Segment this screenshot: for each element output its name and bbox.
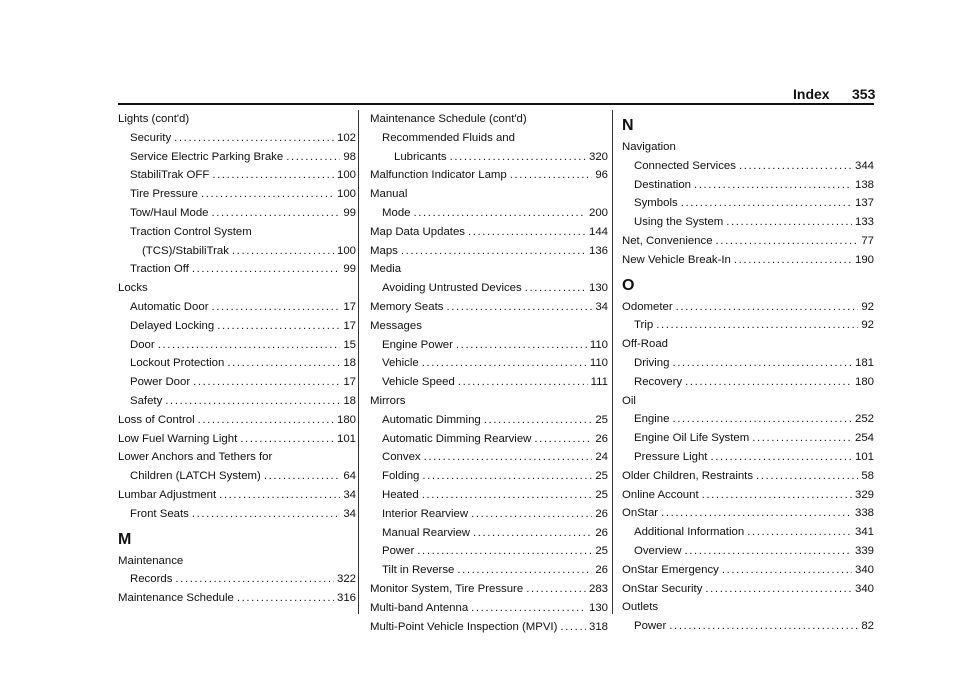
index-entry <box>118 486 356 505</box>
index-subentry <box>370 448 608 467</box>
dot-leader <box>446 298 592 317</box>
dot-leader <box>468 223 586 242</box>
entry-page-number: 318 <box>588 620 608 633</box>
index-subentry <box>118 505 356 524</box>
index-subentry <box>118 223 356 242</box>
dot-leader <box>747 523 852 542</box>
entry-text: Vehicle Speed <box>382 376 455 389</box>
entry-text: Connected Services <box>634 159 736 172</box>
entry-text: OnStar Emergency <box>622 563 719 576</box>
index-subentry <box>622 373 874 392</box>
index-entry <box>370 392 608 411</box>
entry-page-number: 92 <box>861 319 874 332</box>
index-subentry <box>622 617 874 636</box>
entry-page-number: 15 <box>343 338 356 351</box>
entry-page-number: 100 <box>336 188 356 201</box>
index-title: Index <box>793 86 830 102</box>
dot-leader <box>694 176 852 195</box>
entry-text: (TCS)/StabiliTrak <box>142 244 229 257</box>
entry-text: Mirrors <box>370 394 406 407</box>
entry-page-number: 34 <box>595 300 608 313</box>
index-subentry <box>118 185 356 204</box>
dot-leader <box>237 589 334 608</box>
dot-leader <box>471 505 592 524</box>
index-entry <box>622 598 874 617</box>
dot-leader <box>672 410 852 429</box>
index-subentry <box>622 354 874 373</box>
entry-page-number: 101 <box>336 432 356 445</box>
entry-text: Odometer <box>622 300 673 313</box>
dot-leader <box>422 486 593 505</box>
entry-text: Power <box>382 545 415 558</box>
entry-text: OnStar Security <box>622 582 703 595</box>
entry-page-number: 99 <box>343 263 356 276</box>
index-subentry <box>118 336 356 355</box>
entry-page-number: 110 <box>589 357 608 370</box>
entry-page-number: 26 <box>595 507 608 520</box>
index-subentry <box>370 430 608 449</box>
entry-text: Tilt in Reverse <box>382 564 455 577</box>
dot-leader <box>672 354 852 373</box>
entry-text: Traction Control System <box>130 225 252 238</box>
index-subentry <box>370 354 608 373</box>
index-subentry <box>370 486 608 505</box>
entry-text: Heated <box>382 488 419 501</box>
entry-text: Driving <box>634 356 670 369</box>
entry-text: Engine Power <box>382 338 453 351</box>
index-subentry <box>118 166 356 185</box>
entry-text: Memory Seats <box>370 300 444 313</box>
entry-text: Manual <box>370 188 408 201</box>
entry-text: Additional Information <box>634 526 745 539</box>
index-subentry <box>118 204 356 223</box>
entry-page-number: 77 <box>861 234 874 247</box>
entry-text: Navigation <box>622 141 676 153</box>
dot-leader <box>457 561 592 580</box>
entry-text: Malfunction Indicator Lamp <box>370 169 507 182</box>
entry-text: Door <box>130 338 155 351</box>
entry-page-number: 26 <box>595 564 608 577</box>
index-column-3 <box>622 110 874 636</box>
entry-text: Symbols <box>634 197 678 210</box>
index-entry <box>622 232 874 251</box>
dot-leader <box>739 157 852 176</box>
entry-text: Loss of Control <box>118 413 195 426</box>
entry-page-number: 316 <box>336 592 356 605</box>
entry-text: Engine Oil Life System <box>634 432 750 445</box>
index-subentry <box>622 157 874 176</box>
dot-leader <box>422 467 592 486</box>
index-subentry <box>118 317 356 336</box>
entry-text: Messages <box>370 319 422 332</box>
index-entry <box>118 110 356 129</box>
entry-text: Maintenance Schedule <box>118 592 234 605</box>
dot-leader <box>424 448 593 467</box>
index-subentry <box>118 354 356 373</box>
dot-leader <box>232 242 334 261</box>
entry-page-number: 322 <box>336 573 356 586</box>
index-entry <box>370 317 608 336</box>
entry-page-number: 58 <box>861 469 874 482</box>
dot-leader <box>175 570 334 589</box>
entry-page-number: 339 <box>854 544 874 557</box>
entry-text: Low Fuel Warning Light <box>118 432 238 445</box>
entry-page-number: 144 <box>588 225 608 238</box>
entry-text: Vehicle <box>382 357 419 370</box>
column-divider-1 <box>358 110 359 614</box>
entry-text: Automatic Door <box>130 300 209 313</box>
index-subentry <box>622 410 874 429</box>
index-entry <box>370 599 608 618</box>
index-entry <box>370 618 608 637</box>
index-subentry <box>118 467 356 486</box>
dot-leader <box>726 213 852 232</box>
entry-page-number: 99 <box>343 206 356 219</box>
entry-text: Manual Rearview <box>382 526 470 539</box>
index-entry <box>622 392 874 411</box>
entry-text: Net, Convenience <box>622 234 713 247</box>
entry-page-number: 98 <box>343 150 356 163</box>
index-entry <box>622 580 874 599</box>
entry-page-number: 25 <box>595 488 608 501</box>
dot-leader <box>212 298 341 317</box>
entry-text: StabiliTrak OFF <box>130 169 210 182</box>
index-subentry <box>118 298 356 317</box>
entry-text: Traction Off <box>130 263 189 276</box>
dot-leader <box>165 392 340 411</box>
dot-leader <box>534 430 592 449</box>
index-subentry <box>370 148 608 167</box>
dot-leader <box>212 166 334 185</box>
index-entry <box>622 251 874 270</box>
header-rule <box>118 103 874 105</box>
entry-text: Delayed Locking <box>130 319 215 332</box>
dot-leader <box>484 411 593 430</box>
index-entry <box>622 138 874 157</box>
entry-text: Security <box>130 131 172 144</box>
index-subentry <box>370 411 608 430</box>
index-subentry <box>118 242 356 261</box>
index-column-2 <box>370 110 608 636</box>
index-subentry <box>118 129 356 148</box>
dot-leader <box>422 354 587 373</box>
entry-text: Avoiding Untrusted Devices <box>382 282 522 295</box>
entry-text: Oil <box>622 394 636 407</box>
dot-leader <box>212 204 341 223</box>
dot-leader <box>264 467 341 486</box>
entry-page-number: 130 <box>588 601 608 614</box>
dot-leader <box>560 618 586 637</box>
entry-text: Interior Rearview <box>382 507 469 520</box>
entry-text: Monitor System, Tire Pressure <box>370 582 524 595</box>
index-entry <box>622 504 874 523</box>
dot-leader <box>471 599 586 618</box>
dot-leader <box>414 204 586 223</box>
dot-leader <box>450 148 586 167</box>
dot-leader <box>734 251 852 270</box>
index-subentry <box>370 542 608 561</box>
entry-page-number: 26 <box>595 526 608 539</box>
entry-text: Media <box>370 263 402 276</box>
entry-text: Tire Pressure <box>130 188 198 201</box>
section-letter: N <box>622 117 634 134</box>
index-subentry <box>622 542 874 561</box>
dot-leader <box>710 448 852 467</box>
index-subentry <box>118 148 356 167</box>
index-subentry <box>370 204 608 223</box>
entry-page-number: 180 <box>854 375 874 388</box>
index-subentry <box>370 373 608 392</box>
dot-leader <box>510 166 593 185</box>
entry-page-number: 190 <box>854 253 874 266</box>
entry-text: Maintenance Schedule (cont'd) <box>370 113 527 125</box>
entry-text: Multi-band Antenna <box>370 601 469 614</box>
entry-page-number: 138 <box>854 178 874 191</box>
entry-text: Power Door <box>130 376 191 389</box>
entry-page-number: 92 <box>861 300 874 313</box>
index-subentry <box>370 524 608 543</box>
dot-leader <box>681 194 852 213</box>
dot-leader <box>526 580 586 599</box>
page-number: 353 <box>852 86 876 102</box>
dot-leader <box>219 486 340 505</box>
index-entry <box>622 561 874 580</box>
dot-leader <box>240 430 334 449</box>
entry-page-number: 133 <box>854 216 874 229</box>
entry-text: Locks <box>118 282 148 295</box>
entry-page-number: 100 <box>336 244 356 257</box>
entry-text: Outlets <box>622 601 659 614</box>
entry-text: Off-Road <box>622 338 669 351</box>
entry-page-number: 283 <box>588 582 608 595</box>
dot-leader <box>684 542 852 561</box>
entry-text: Automatic Dimming <box>382 413 481 426</box>
index-entry <box>370 223 608 242</box>
dot-leader <box>158 336 341 355</box>
index-entry <box>370 110 608 129</box>
entry-page-number: 25 <box>595 545 608 558</box>
entry-text: Map Data Updates <box>370 225 465 238</box>
entry-page-number: 252 <box>854 413 874 426</box>
entry-text: Lower Anchors and Tethers for <box>118 451 273 464</box>
dot-leader <box>201 185 334 204</box>
index-entry <box>370 242 608 261</box>
index-entry <box>622 486 874 505</box>
entry-page-number: 24 <box>595 451 608 464</box>
entry-page-number: 18 <box>343 394 356 407</box>
dot-leader <box>417 542 592 561</box>
dot-leader <box>722 561 852 580</box>
dot-leader <box>656 316 858 335</box>
index-subentry <box>118 570 356 589</box>
entry-page-number: 111 <box>590 376 608 389</box>
entry-text: Folding <box>382 470 420 483</box>
entry-text: Convex <box>382 451 421 464</box>
entry-text: Recovery <box>634 375 683 388</box>
index-entry <box>370 166 608 185</box>
index-subentry <box>622 194 874 213</box>
dot-leader <box>716 232 859 251</box>
dot-leader <box>661 504 852 523</box>
index-subentry <box>622 429 874 448</box>
entry-text: Using the System <box>634 216 724 229</box>
index-entry <box>370 260 608 279</box>
entry-page-number: 34 <box>343 507 356 520</box>
entry-text: Multi-Point Vehicle Inspection (MPVI) <box>370 620 558 633</box>
dot-leader <box>227 354 340 373</box>
entry-text: Engine <box>634 413 670 426</box>
entry-page-number: 82 <box>861 620 874 633</box>
index-subentry <box>622 448 874 467</box>
entry-text: Records <box>130 573 173 586</box>
entry-text: Lights (cont'd) <box>118 113 190 125</box>
entry-text: Trip <box>634 319 654 332</box>
dot-leader <box>401 242 586 261</box>
column-divider-2 <box>612 110 613 614</box>
entry-page-number: 254 <box>854 432 874 445</box>
entry-page-number: 130 <box>588 282 608 295</box>
entry-page-number: 101 <box>854 450 874 463</box>
entry-page-number: 136 <box>588 244 608 257</box>
entry-text: Pressure Light <box>634 450 708 463</box>
entry-page-number: 181 <box>854 356 874 369</box>
dot-leader <box>669 617 858 636</box>
entry-page-number: 25 <box>595 413 608 426</box>
index-entry <box>118 430 356 449</box>
index-entry <box>370 185 608 204</box>
dot-leader <box>685 373 852 392</box>
index-subentry <box>622 523 874 542</box>
entry-text: Lumbar Adjustment <box>118 488 217 501</box>
dot-leader <box>752 429 852 448</box>
entry-page-number: 18 <box>343 357 356 370</box>
entry-text: Older Children, Restraints <box>622 469 754 482</box>
index-subentry <box>370 336 608 355</box>
index-subentry <box>118 392 356 411</box>
entry-text: Mode <box>382 206 411 219</box>
entry-page-number: 344 <box>854 159 874 172</box>
dot-leader <box>192 260 340 279</box>
index-subentry <box>370 279 608 298</box>
index-subentry <box>118 260 356 279</box>
index-entry <box>622 335 874 354</box>
index-subentry <box>370 561 608 580</box>
entry-text: Recommended Fluids and <box>382 131 515 144</box>
entry-page-number: 17 <box>343 300 356 313</box>
entry-text: Tow/Haul Mode <box>130 206 209 219</box>
entry-page-number: 180 <box>336 413 356 426</box>
entry-text: OnStar <box>622 507 659 520</box>
dot-leader <box>192 505 340 524</box>
entry-text: Destination <box>634 178 691 191</box>
entry-text: Overview <box>634 544 682 557</box>
entry-page-number: 200 <box>588 206 608 219</box>
dot-leader <box>458 373 588 392</box>
entry-text: Power <box>634 620 667 633</box>
entry-page-number: 110 <box>589 338 608 351</box>
dot-leader <box>702 486 852 505</box>
entry-page-number: 340 <box>854 582 874 595</box>
dot-leader <box>193 373 340 392</box>
entry-page-number: 137 <box>854 197 874 210</box>
entry-page-number: 329 <box>854 488 874 501</box>
entry-page-number: 341 <box>854 526 874 539</box>
entry-text: Maps <box>370 244 398 257</box>
index-entry <box>622 467 874 486</box>
section-letter: O <box>622 276 635 294</box>
index-column-1 <box>118 110 356 608</box>
index-entry <box>118 411 356 430</box>
entry-page-number: 320 <box>588 150 608 163</box>
entry-text: Children (LATCH System) <box>130 470 261 483</box>
entry-text: Front Seats <box>130 507 189 520</box>
section-letter: M <box>118 530 132 548</box>
index-subentry <box>370 467 608 486</box>
dot-leader <box>756 467 858 486</box>
entry-page-number: 96 <box>595 169 608 182</box>
entry-text: Maintenance <box>118 554 184 567</box>
dot-leader <box>286 148 340 167</box>
index-subentry <box>622 316 874 335</box>
entry-text: Online Account <box>622 488 699 501</box>
entry-text: Safety <box>130 394 163 407</box>
entry-page-number: 25 <box>595 470 608 483</box>
entry-page-number: 26 <box>595 432 608 445</box>
entry-page-number: 338 <box>854 507 874 520</box>
entry-page-number: 102 <box>336 131 356 144</box>
entry-page-number: 100 <box>336 169 356 182</box>
entry-text: New Vehicle Break-In <box>622 253 731 266</box>
dot-leader <box>217 317 340 336</box>
index-entry <box>118 279 356 298</box>
index-entry <box>370 298 608 317</box>
entry-text: Lubricants <box>394 150 447 163</box>
dot-leader <box>705 580 852 599</box>
dot-leader <box>676 298 859 317</box>
entry-page-number: 17 <box>343 319 356 332</box>
dot-leader <box>525 279 586 298</box>
dot-leader <box>198 411 334 430</box>
entry-page-number: 34 <box>343 488 356 501</box>
index-entry <box>118 448 356 467</box>
entry-page-number: 64 <box>343 470 356 483</box>
index-subentry <box>370 129 608 148</box>
index-entry <box>622 298 874 317</box>
entry-page-number: 340 <box>854 563 874 576</box>
dot-leader <box>456 336 587 355</box>
dot-leader <box>174 129 334 148</box>
entry-text: Automatic Dimming Rearview <box>382 432 532 445</box>
entry-text: Lockout Protection <box>130 357 225 370</box>
index-subentry <box>370 505 608 524</box>
index-subentry <box>118 373 356 392</box>
entry-text: Service Electric Parking Brake <box>130 150 284 163</box>
index-entry <box>118 589 356 608</box>
index-entry <box>118 552 356 571</box>
index-entry <box>370 580 608 599</box>
dot-leader <box>473 524 592 543</box>
index-subentry <box>622 213 874 232</box>
index-subentry <box>622 176 874 195</box>
entry-page-number: 17 <box>343 376 356 389</box>
